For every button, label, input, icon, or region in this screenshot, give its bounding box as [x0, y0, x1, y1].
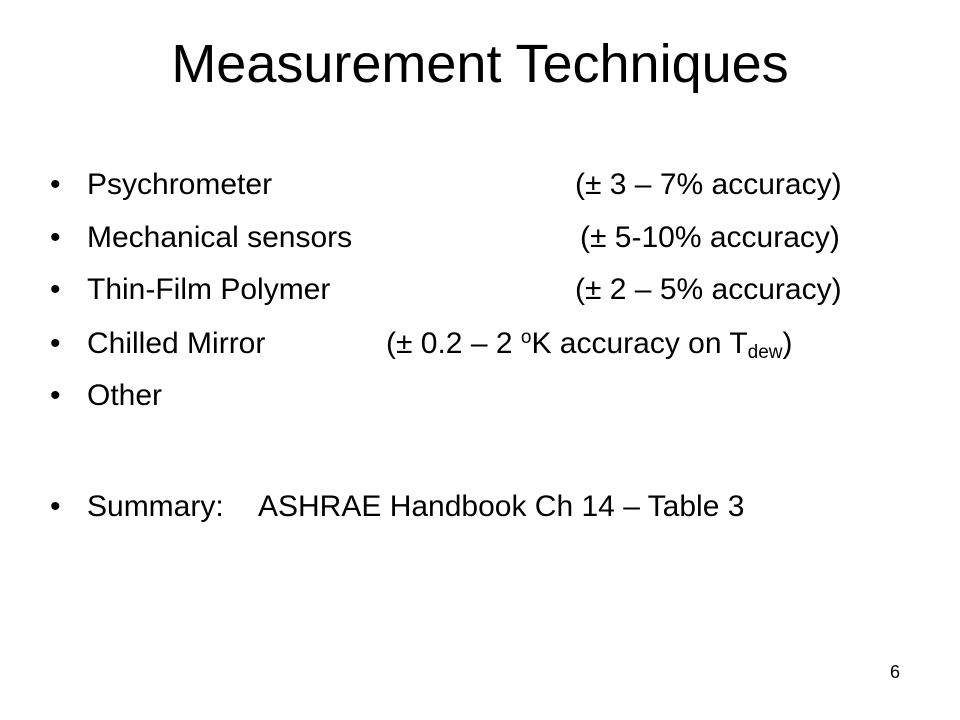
bullet-item: [50, 264, 910, 316]
value-text-end: ): [782, 327, 793, 360]
bullet-label: Other: [87, 379, 163, 412]
bullet-label: Psychrometer: [87, 168, 273, 201]
bullet-dot: •: [50, 379, 61, 412]
value-text-start: (± 0.2 – 2: [386, 327, 521, 360]
bullet-label: Chilled Mirror: [87, 327, 266, 360]
page-number: 6: [889, 662, 900, 682]
bullet-dot: •: [50, 327, 61, 360]
dew-subscript: dew: [747, 342, 783, 363]
slide-title: Measurement Techniques: [171, 34, 789, 94]
bullet-value: [386, 318, 793, 370]
bullet-item: [50, 318, 910, 370]
bullet-label: Thin-Film Polymer: [87, 273, 331, 306]
bullet-item: [50, 212, 910, 264]
bullet-item: [50, 159, 910, 211]
bullet-item: [50, 370, 910, 422]
bullet-dot: •: [50, 490, 61, 523]
bullet-item: [50, 481, 910, 533]
value-text-middle: K accuracy on T: [531, 327, 748, 360]
bullet-label: Mechanical sensors: [87, 221, 353, 254]
bullet-dot: •: [50, 168, 61, 201]
bullet-value: (± 3 – 7% accuracy): [575, 168, 842, 201]
bullet-dot: •: [50, 221, 61, 254]
degree-superscript: o: [520, 327, 532, 348]
bullet-dot: •: [50, 273, 61, 306]
bullet-value: (± 2 – 5% accuracy): [575, 273, 842, 306]
bullet-value: ASHRAE Handbook Ch 14 – Table 3: [258, 490, 745, 523]
bullet-label: Summary:: [87, 490, 224, 523]
bullet-value: (± 5-10% accuracy): [580, 221, 840, 254]
